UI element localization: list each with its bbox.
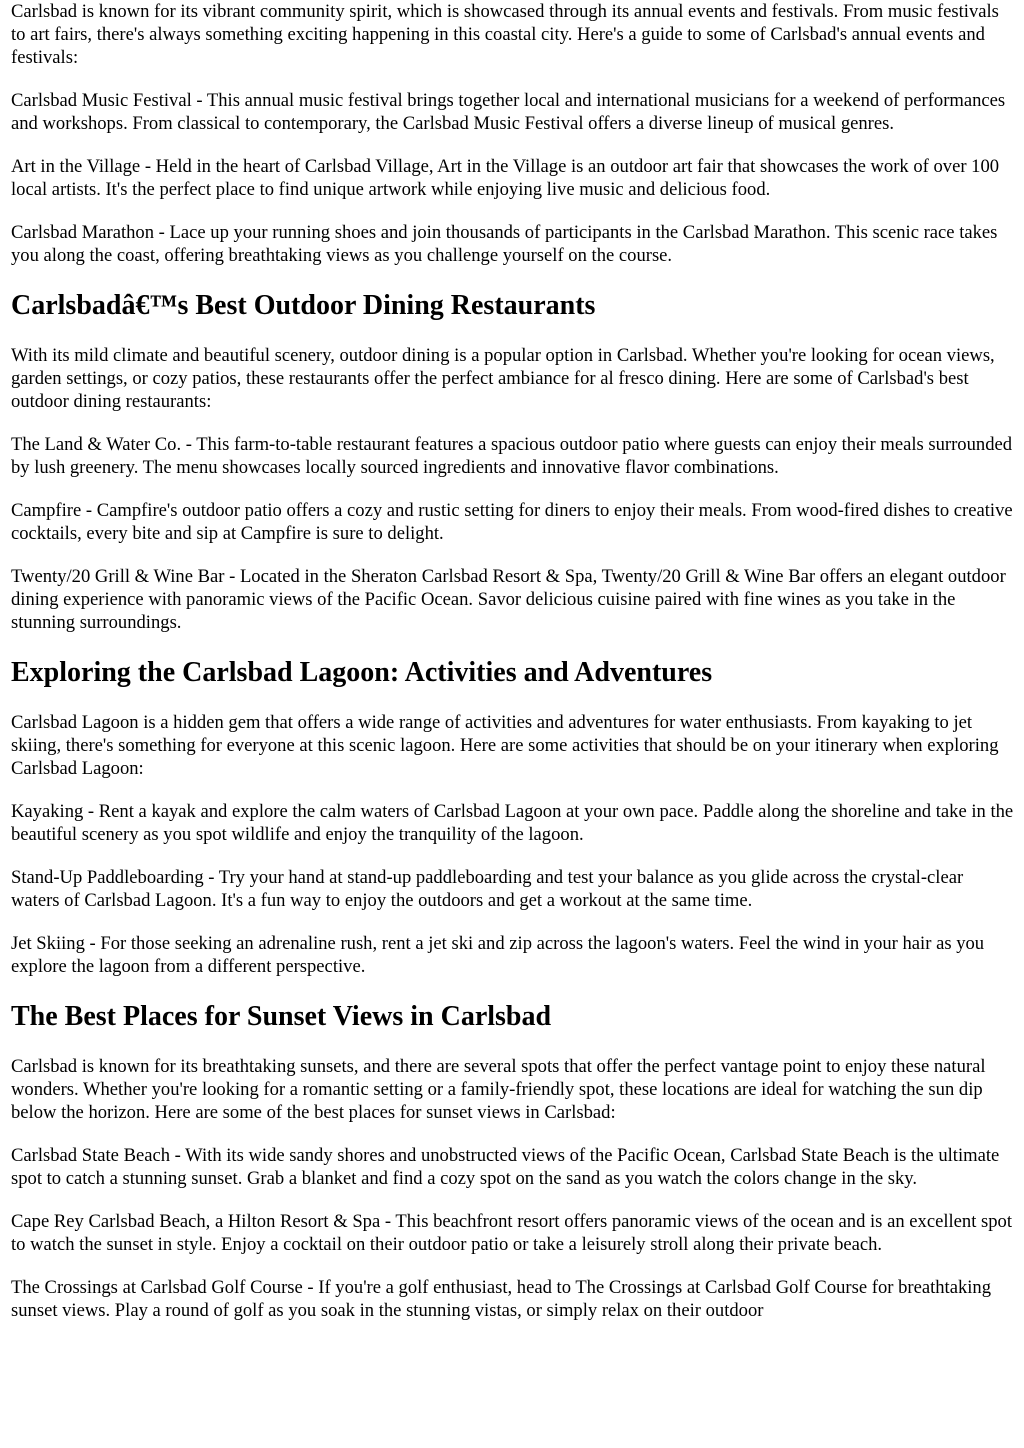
paragraph-intro-events: Carlsbad is known for its vibrant community spirit, which is showcased through its annual events and festivals. From music festivals to art fairs, there's always something exciting happening in this coastal city. Here's a guide to some of Carlsbad's annual events and festivals: [11,1,999,68]
section-carlsbad-lagoon [11,656,1014,978]
paragraph-paddleboarding: Stand-Up Paddleboarding - Try your hand at stand-up paddleboarding and test your balance as you glide across the crystal-clear waters of Carlsbad Lagoon. It's a fun way to enjoy the outdoors and get a workout at the same time. [11,867,964,911]
paragraph-jet-skiing: Jet Skiing - For those seeking an adrenaline rush, rent a jet ski and zip across the lagoon's waters. Feel the wind in your hair as you explore the lagoon from a different perspective. [11,933,985,977]
paragraph-intro-lagoon: Carlsbad Lagoon is a hidden gem that offers a wide range of activities and adventures for water enthusiasts. From kayaking to jet skiing, there's something for everyone at this scenic lagoon. Here are some activities that should be on your itinerary when exploring Carlsbad Lagoon: [11,712,999,779]
paragraph-cape-rey: Cape Rey Carlsbad Beach, a Hilton Resort & Spa - This beachfront resort offers panoramic views of the ocean and is an excellent spot to watch the sunset in style. Enjoy a cocktail on their outdoor patio or take a leisurely stroll along their private beach. [11,1211,1013,1255]
heading-carlsbad-lagoon: Exploring the Carlsbad Lagoon: Activities and Adventures [11,657,713,688]
paragraph-kayaking: Kayaking - Rent a kayak and explore the calm waters of Carlsbad Lagoon at your own pace. Paddle along the shoreline and take in the beautiful scenery as you spot wildlife and enjoy the tranquility of the lagoon. [11,801,1014,845]
paragraph-twenty-20-grill: Twenty/20 Grill & Wine Bar - Located in the Sheraton Carlsbad Resort & Spa, Twenty/20 Grill & Wine Bar offers an elegant outdoor dining experience with panoramic views of the Pacific Ocean. Savor delicious cuisine paired with fine wines as you take in the stunning surroundings. [11,566,1006,633]
paragraph-campfire: Campfire - Campfire's outdoor patio offers a cozy and rustic setting for diners to enjoy their meals. From wood-fired dishes to creative cocktails, every bite and sip at Campfire is sure to delight. [11,500,1013,544]
paragraph-carlsbad-marathon: Carlsbad Marathon - Lace up your running shoes and join thousands of participants in the Carlsbad Marathon. This scenic race takes you along the coast, offering breathtaking views as you challenge yourself on the course. [11,222,998,266]
section-annual-events [11,0,1014,267]
paragraph-intro-dining: With its mild climate and beautiful scenery, outdoor dining is a popular option in Carlsbad. Whether you're looking for ocean views, garden settings, or cozy patios, these restaurants offer the perfect ambiance for al fresco dining. Here are some of Carlsbad's best outdoor dining restaurants: [11,345,995,412]
section-sunset-views [11,1000,1014,1322]
paragraph-music-festival: Carlsbad Music Festival - This annual music festival brings together local and international musicians for a weekend of performances and workshops. From classical to contemporary, the Carlsbad Music Festival offers a diverse lineup of musical genres. [11,90,1006,134]
section-outdoor-dining [11,289,1014,634]
paragraph-land-and-water: The Land & Water Co. - This farm-to-table restaurant features a spacious outdoor patio where guests can enjoy their meals surrounded by lush greenery. The menu showcases locally sourced ingredients and innovative flavor combinations. [11,434,1013,478]
paragraph-art-in-the-village: Art in the Village - Held in the heart of Carlsbad Village, Art in the Village is an outdoor art fair that showcases the work of over 100 local artists. It's the perfect place to find unique artwork while enjoying live music and delicious food. [11,156,1000,200]
paragraph-state-beach: Carlsbad State Beach - With its wide sandy shores and unobstructed views of the Pacific Ocean, Carlsbad State Beach is the ultimate spot to catch a stunning sunset. Grab a blanket and find a cozy spot on the sand as you watch the colors change in the sky. [11,1145,1000,1189]
heading-outdoor-dining: Carlsbadâ€™s Best Outdoor Dining Restaurants [11,290,596,321]
paragraph-intro-sunset: Carlsbad is known for its breathtaking sunsets, and there are several spots that offer the perfect vantage point to enjoy these natural wonders. Whether you're looking for a romantic setting or a family-friendly spot, these locations are ideal for watching the sun dip below the horizon. Here are some of the best places for sunset views in Carlsbad: [11,1056,986,1123]
heading-sunset-views: The Best Places for Sunset Views in Carlsbad [11,1001,552,1032]
paragraph-crossings-golf: The Crossings at Carlsbad Golf Course - If you're a golf enthusiast, head to The Crossings at Carlsbad Golf Course for breathtaking sunset views. Play a round of golf as you soak in the stunning vistas, or simply relax on their outdoor [11,1277,992,1321]
